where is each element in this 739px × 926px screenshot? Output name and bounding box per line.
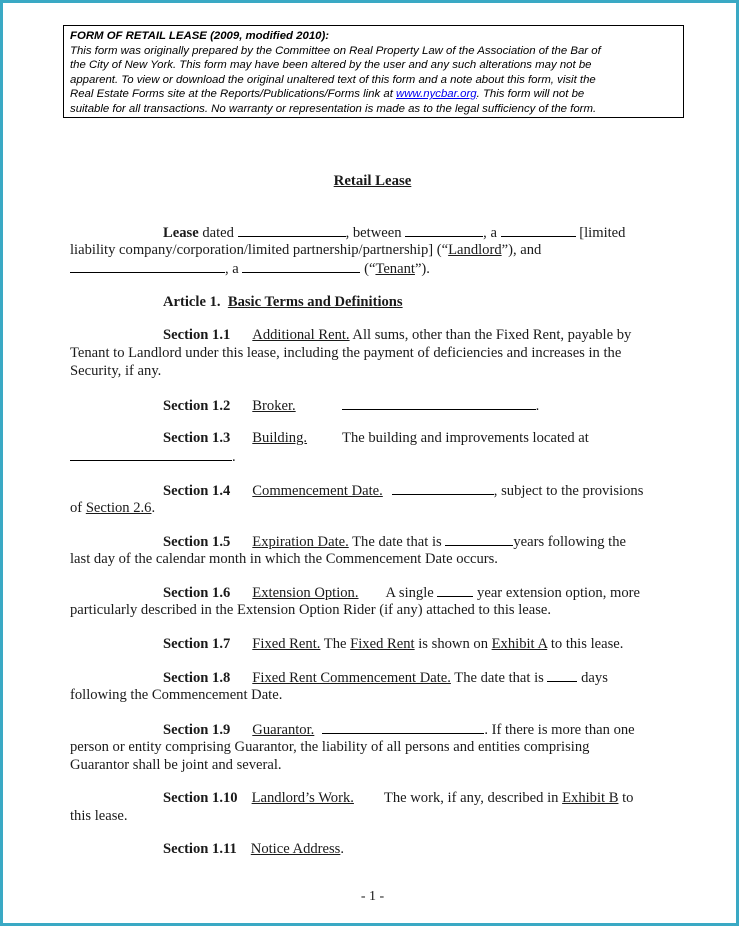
section-heading: Commencement Date. — [252, 483, 383, 499]
section-number: Section 1.8 — [163, 670, 231, 686]
notice-line: Real Estate Forms site at the Reports/Publications/Forms link at — [70, 88, 397, 100]
section-1-8: Section 1.8 Fixed Rent Commencement Date. The date that is days — [163, 670, 608, 686]
lease-intro-line: liability company/corporation/limited partnership/partnership] (“Landlord”), and — [70, 242, 542, 258]
landlord-term: Landlord — [448, 242, 502, 258]
section-number: Section 1.3 — [163, 430, 231, 446]
broker-blank — [342, 396, 536, 410]
section-text: person or entity comprising Guarantor, the liability of all persons and entities comprising — [70, 739, 590, 755]
section-heading: Expiration Date. — [252, 534, 349, 550]
lease-lead: Lease — [163, 225, 199, 241]
section-heading: Fixed Rent. — [252, 636, 321, 652]
section-1-7: Section 1.7 Fixed Rent. The Fixed Rent is shown on Exhibit A to this lease. — [163, 636, 624, 652]
guarantor-blank — [322, 720, 484, 734]
section-heading: Building. — [252, 430, 308, 446]
tenant-state-blank — [242, 259, 360, 273]
lease-intro-line: Lease dated , between , a [limited — [163, 225, 626, 241]
notice-title: FORM OF RETAIL LEASE (2009, modified 2010): — [70, 30, 330, 42]
section-number: Section 1.7 — [163, 636, 231, 652]
exhibit-b-link[interactable]: Exhibit B — [562, 790, 619, 806]
page-number: - 1 - — [360, 889, 385, 904]
section-1-1: Section 1.1 Additional Rent. All sums, other than the Fixed Rent, payable by — [163, 327, 632, 343]
section-heading: Landlord’s Work. — [251, 790, 354, 806]
section-1-2: Section 1.2 Broker. . — [163, 398, 540, 414]
document-title: Retail Lease — [333, 173, 412, 189]
section-heading: Broker. — [252, 398, 296, 414]
section-heading: Additional Rent. — [252, 327, 350, 343]
section-text: Guarantor shall be joint and several. — [70, 757, 282, 773]
section-reference-link[interactable]: Section 2.6 — [85, 500, 152, 516]
article-title: Basic Terms and Definitions — [227, 294, 403, 310]
section-text: Tenant to Landlord under this lease, including the payment of deficiencies and increases in the — [70, 345, 622, 361]
section-1-3: Section 1.3 Building. The building and improvements located at — [163, 430, 589, 446]
section-number: Section 1.10 — [163, 790, 238, 806]
section-1-6: Section 1.6 Extension Option. A single year extension option, more — [163, 585, 640, 601]
notice-line: This form was originally prepared by the Committee on Real Property Law of the Association of the Bar of — [70, 44, 601, 57]
nycbar-link[interactable]: www.nycbar.org — [396, 88, 477, 100]
article-heading: Article 1. Basic Terms and Definitions — [163, 294, 403, 310]
tenant-name-blank — [70, 259, 225, 273]
notice-line: . This form will not be — [476, 88, 585, 100]
commencement-date-blank — [392, 481, 494, 495]
section-text: . — [70, 447, 236, 466]
section-number: Section 1.5 — [163, 534, 231, 550]
landlord-state-blank — [501, 223, 576, 237]
section-text: of Section 2.6. — [70, 500, 156, 516]
extension-years-blank — [437, 583, 473, 597]
section-heading: Guarantor. — [252, 722, 315, 738]
notice-line: suitable for all transactions. No warranty or representation is made as to the legal sufficiency of the form. — [70, 102, 597, 115]
lease-intro-line: , a (“Tenant”). — [70, 259, 430, 278]
section-number: Section 1.4 — [163, 483, 231, 499]
section-number: Section 1.6 — [163, 585, 231, 601]
date-blank — [238, 223, 346, 237]
fixed-rent-term: Fixed Rent — [350, 636, 415, 652]
section-1-9: Section 1.9 Guarantor. . If there is more than one — [163, 722, 635, 738]
landlord-name-blank — [405, 223, 483, 237]
tenant-term: Tenant — [375, 261, 415, 277]
section-heading: Fixed Rent Commencement Date. — [252, 670, 451, 686]
section-text: last day of the calendar month in which the Commencement Date occurs. — [70, 551, 498, 567]
section-number: Section 1.1 — [163, 327, 231, 343]
notice-line: the City of New York. This form may have been altered by the user and any such alterations may not be — [70, 59, 592, 71]
building-address-blank — [70, 447, 232, 461]
section-number: Section 1.2 — [163, 398, 231, 414]
section-1-4: Section 1.4 Commencement Date. , subject to the provisions — [163, 483, 644, 499]
section-1-11: Section 1.11 Notice Address. — [163, 841, 345, 857]
section-text: particularly described in the Extension Option Rider (if any) attached to this lease. — [70, 602, 552, 618]
exhibit-a-link[interactable]: Exhibit A — [491, 636, 548, 652]
section-number: Section 1.9 — [163, 722, 231, 738]
section-text: following the Commencement Date. — [70, 687, 283, 703]
form-notice-box — [63, 25, 684, 118]
expiration-years-blank — [445, 532, 513, 546]
section-number: Section 1.11 — [163, 841, 237, 857]
notice-line: apparent. To view or download the original unaltered text of this form and a note about this form, visit the — [70, 73, 596, 86]
section-text: Security, if any. — [70, 363, 162, 379]
fixed-rent-days-blank — [547, 668, 577, 682]
section-1-5: Section 1.5 Expiration Date. The date that is years following the — [163, 534, 627, 550]
section-1-10: Section 1.10 Landlord’s Work. The work, if any, described in Exhibit B to — [163, 790, 634, 806]
section-heading: Extension Option. — [252, 585, 359, 601]
section-heading: Notice Address — [250, 841, 341, 857]
section-text: this lease. — [70, 808, 128, 824]
